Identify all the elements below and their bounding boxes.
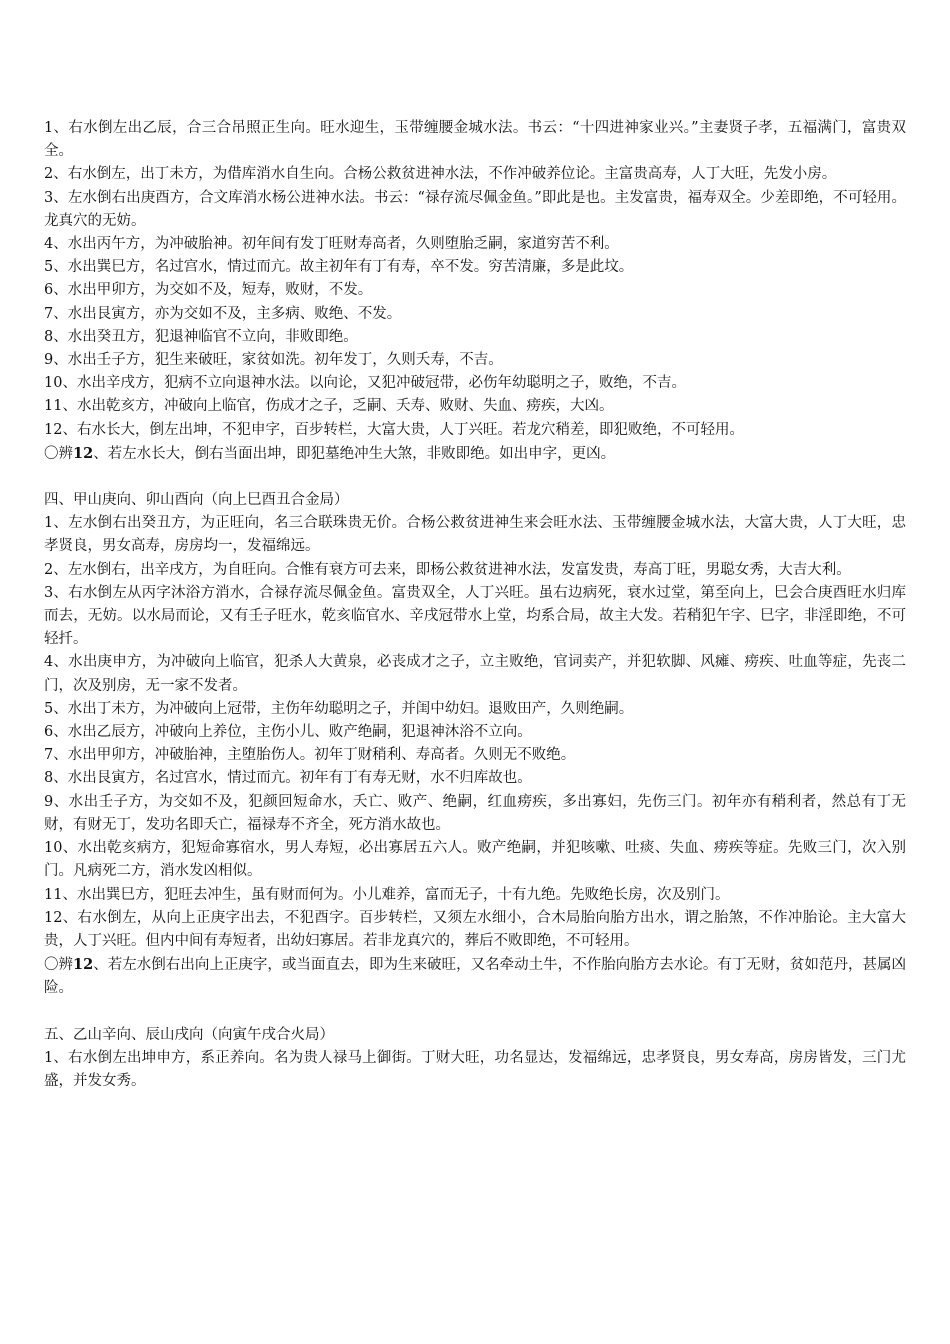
list-item: 7、水出艮寅方，亦为交如不及，主多病、败绝、不发。: [44, 305, 402, 322]
list-item: 6、水出甲卯方，为交如不及，短寿，败财，不发。: [44, 282, 373, 299]
list-item: 11、水出巽巳方，犯旺去冲生，虽有财而何为。小儿难养，富而无子，十有九绝。先败绝长房，次及别门。: [44, 886, 730, 903]
list-item: 12、右水倒左，从向上正庚字出去，不犯酉字。百步转栏，又须左水细小，合木局胎向胎方出水，谓之胎煞，不作冲胎论。主大富大贵，人丁兴旺。但内中间有寿短者，出幼妇寡居。若非龙真穴的，葬后不败即绝，不可轻用。: [44, 909, 906, 949]
list-item: 3、左水倒右出庚酉方，合文库消水杨公进神水法。书云：“禄存流尽佩金鱼。”即此是也。主发富贵，福寿双全。少差即绝，不可轻用。龙真穴的无妨。: [44, 189, 906, 229]
list-item: 2、右水倒左，出丁未方，为借库消水自生向。合杨公救贫进神水法，不作冲破养位论。主富贵高寿，人丁大旺，先发小房。: [44, 166, 837, 183]
section-4-note: [44, 953, 906, 1000]
list-item: 8、水出艮寅方，名过宫水，情过而亢。初年有丁有寿无财，水不归库故也。: [44, 770, 532, 787]
list-item: 3、右水倒左从丙字沐浴方消水，合禄存流尽佩金鱼。富贵双全，人丁兴旺。虽右边病死，衰水过堂，第至向上，巳会合庚酉旺水归库而去，无妨。以水局而论，又有壬子旺水，乾亥临官水、辛戌冠带水上堂，均系合局，故主大发。若稍犯午字、巳字，非淫即绝，不可轻扦。: [44, 584, 906, 648]
list-item: 12、右水长大，倒左出坤，不犯申字，百步转栏，大富大贵，人丁兴旺。若龙穴稍差，即犯败绝，不可轻用。: [44, 421, 744, 438]
list-item: 1、右水倒左出坤申方，系正养向。名为贵人禄马上御街。丁财大旺，功名显达，发福绵远，忠孝贤良，男女寿高，房房皆发，三门尤盛，并发女秀。: [44, 1049, 906, 1089]
list-item: 9、水出壬子方，犯生来破旺，家贫如洗。初年发丁，久则夭寿，不吉。: [44, 352, 503, 369]
section-4-heading: 四、甲山庚向、卯山酉向（向上巳酉丑合金局）: [44, 492, 349, 509]
list-item: 1、左水倒右出癸丑方，为正旺向，名三合联珠贵无价。合杨公救贫进神生来会旺水法、玉带缠腰金城水法，大富大贵，人丁大旺，忠孝贤良，男女高寿，房房均一，发福绵远。: [44, 515, 906, 555]
list-item: 9、水出壬子方，为交如不及，犯颜回短命水，夭亡、败产、绝嗣，红血痨疾，多出寡妇，先伤三门。初年亦有稍利者，然总有丁无财，有财无丁，发功名即夭亡，福禄寿不齐全，死方消水故也。: [44, 793, 906, 833]
section-3-note: [44, 442, 906, 466]
list-item: 6、水出乙辰方，冲破向上养位，主伤小儿、败产绝嗣，犯退神沐浴不立向。: [44, 724, 532, 741]
list-item: 8、水出癸丑方，犯退神临官不立向，非败即绝。: [44, 328, 358, 345]
note-text: 、若左水长大，倒右当面出坤，即犯墓绝冲生大煞，非败即绝。如出申字，更凶。: [93, 445, 616, 462]
list-item: 4、水出庚申方，为冲破向上临官，犯杀人大黄泉，必丧成才之子，立主败绝，官词卖产，并犯软脚、风瘫、痨疾、吐血等症，先丧二门，次及别房，无一家不发者。: [44, 654, 906, 694]
note-number: 12: [73, 444, 94, 462]
note-number: 12: [73, 956, 94, 974]
list-item: 4、水出丙午方，为冲破胎神。初年间有发丁旺财寿高者，久则堕胎乏嗣，家道穷苦不利。: [44, 236, 619, 253]
list-item: 10、水出乾亥病方，犯短命寡宿水，男人寿短，必出寡居五六人。败产绝嗣，并犯咳嗽、吐痰、失血、痨疾等症。先败三门，次入别门。凡病死二方，消水发凶相似。: [44, 840, 906, 880]
section-gap: [44, 1001, 906, 1024]
section-5-heading: 五、乙山辛向、辰山戌向（向寅午戌合火局）: [44, 1026, 334, 1043]
section-5-list: [44, 1047, 906, 1093]
list-item: 5、水出丁未方，为冲破向上冠带，主伤年幼聪明之子，并闺中幼妇。退败田产，久则绝嗣。: [44, 700, 634, 717]
document-page: [44, 117, 906, 1093]
list-item: 10、水出辛戌方，犯病不立向退神水法。以向论，又犯冲破冠带，必伤年幼聪明之子，败绝，不吉。: [44, 375, 686, 392]
section-4-list: [44, 512, 906, 1000]
list-item: 2、左水倒右，出辛戌方，为自旺向。合惟有衰方可去来，即杨公救贫进神水法，发富发贵，寿高丁旺，男聪女秀，大吉大利。: [44, 561, 851, 578]
section-gap: [44, 466, 906, 489]
list-item: 5、水出巽巳方，名过宫水，情过而亢。故主初年有丁有寿，卒不发。穷苦清廉，多是此坟。: [44, 259, 634, 276]
list-item: 1、右水倒左出乙辰，合三合吊照正生向。旺水迎生，玉带缠腰金城水法。书云：“十四进神家业兴。”主妻贤子孝，五福满门，富贵双全。: [44, 120, 906, 160]
note-text: 、若左水倒右出向上正庚字，或当面直去，即为生来破旺，又名牵动土牛，不作胎向胎方去水论。有丁无财，贫如范丹，甚属凶险。: [44, 957, 906, 997]
note-prefix: 〇辨: [44, 957, 74, 974]
note-prefix: 〇辨: [44, 445, 73, 462]
section-3-list: [44, 117, 906, 466]
list-item: 7、水出甲卯方，冲破胎神，主堕胎伤人。初年丁财稍利、寿高者。久则无不败绝。: [44, 747, 576, 764]
list-item: 11、水出乾亥方，冲破向上临官，伤成才之子，乏嗣、夭寿、败财、失血、痨疾，大凶。: [44, 398, 614, 415]
